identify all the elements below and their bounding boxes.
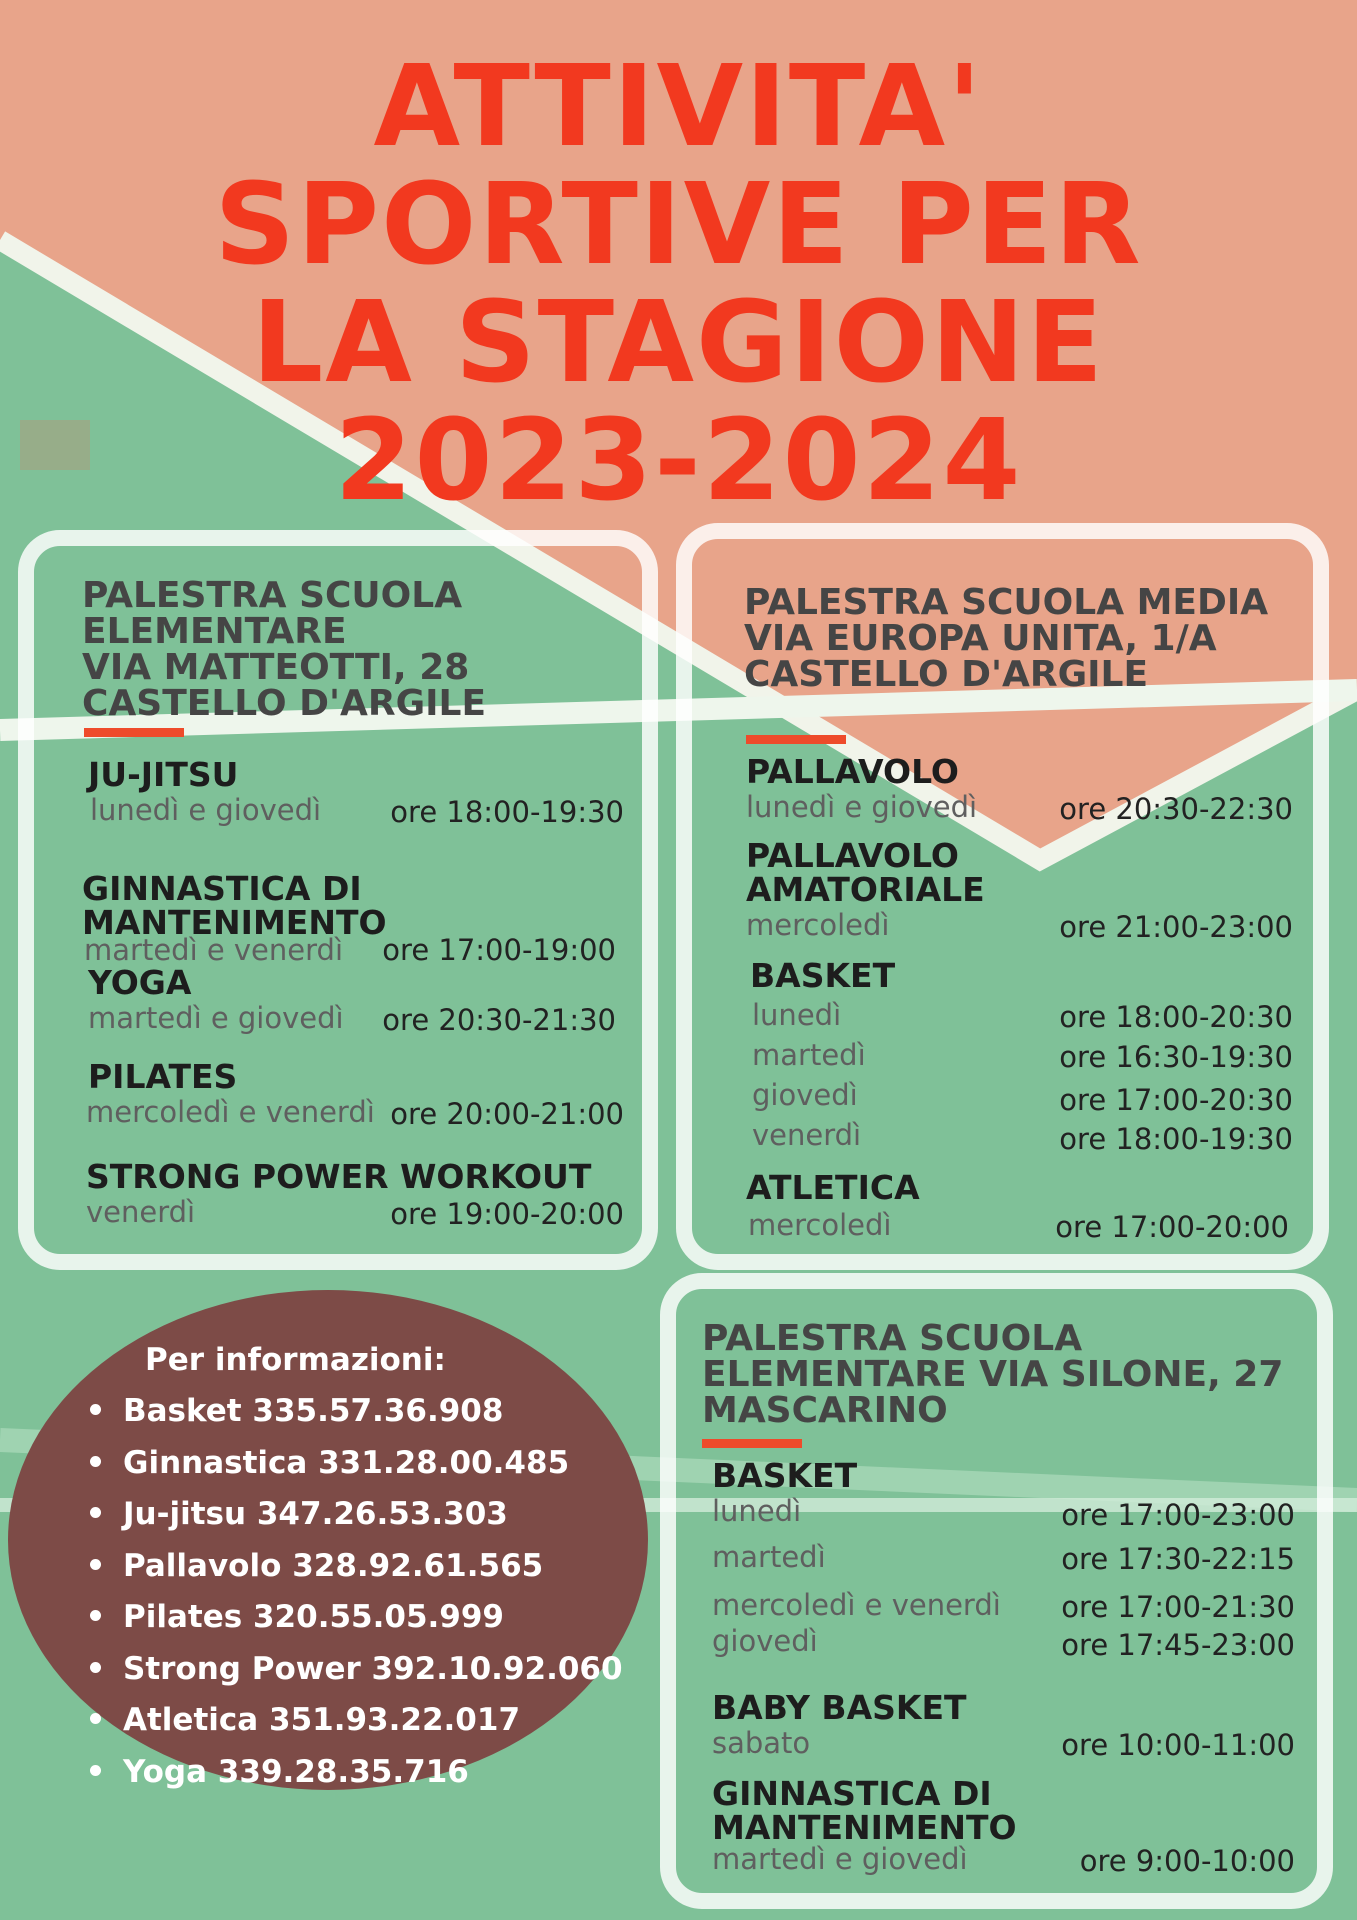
venue-name [744,582,1313,695]
activity-time: ore 17:00-19:00 [382,933,616,967]
contact-item [90,1541,623,1593]
activity-time: ore 18:00-19:30 [1059,1122,1293,1156]
activity-name: PALLAVOLO [746,752,959,791]
activity-time: ore 20:30-21:30 [382,1003,616,1037]
activity-name [746,836,985,909]
bullet-icon [90,1713,101,1724]
contact-text: Atletica 351.93.22.017 [123,1702,521,1738]
activity-days: mercoledì [746,908,890,942]
contact-item [90,1386,623,1438]
venue-name-line: VIA MATTEOTTI, 28 [82,647,470,688]
venue-card-europa-unita [676,523,1329,1270]
activity-time: ore 18:00-20:30 [1059,1000,1293,1034]
page-title [0,42,1357,526]
activity-days: lunedì [752,998,842,1032]
venue-name-line: PALESTRA SCUOLA [82,575,463,616]
activity-name-line: PALLAVOLO [746,836,959,875]
venue-name-line: ELEMENTARE VIA SILONE, 27 [702,1354,1284,1395]
contact-text: Pilates 320.55.05.999 [123,1599,505,1635]
activity-days: venerdì [86,1195,196,1229]
activity-time: ore 9:00-10:00 [1079,1844,1295,1878]
bullet-icon [90,1610,101,1621]
bullet-icon [90,1662,101,1673]
accent-bar [84,728,184,737]
activity-name-line: MANTENIMENTO [82,903,387,942]
contact-text: Basket 335.57.36.908 [123,1393,504,1429]
activity-days: giovedì [712,1624,818,1658]
activity-name: BABY BASKET [712,1688,967,1727]
bullet-icon [90,1507,101,1518]
activity-time: ore 20:30-22:30 [1059,792,1293,826]
activity-time: ore 21:00-23:00 [1059,910,1293,944]
activity-time: ore 17:00-23:00 [1061,1498,1295,1532]
bullet-icon [90,1456,101,1467]
title-line-1: ATTIVITA' [373,42,984,172]
title-line-4: 2023-2024 [334,396,1023,526]
activity-name: JU-JITSU [88,755,239,794]
contact-item [90,1489,623,1541]
activity-days: lunedì e giovedì [746,790,978,824]
bullet-icon [90,1559,101,1570]
activity-time: ore 17:00-21:30 [1061,1590,1295,1624]
activity-name: PILATES [88,1057,238,1096]
venue-name-line: VIA EUROPA UNITA, 1/A [744,618,1217,659]
contact-item [90,1438,623,1490]
contact-text: Pallavolo 328.92.61.565 [123,1547,544,1584]
activity-name: ATLETICA [746,1168,920,1207]
activity-days: martedì e giovedì [88,1001,344,1035]
venue-name-line: ELEMENTARE [82,611,347,652]
activity-name: STRONG POWER WORKOUT [86,1157,592,1196]
info-contacts-circle [8,1290,648,1790]
venue-name [82,575,642,724]
activity-name: BASKET [750,956,896,995]
activity-time: ore 18:00-19:30 [390,795,624,829]
contact-text: Yoga 339.28.35.716 [123,1753,469,1790]
contact-item [90,1592,623,1644]
activity-days: mercoledì e venerdì [86,1095,375,1129]
activity-name: BASKET [712,1456,858,1495]
venue-name-line: PALESTRA SCUOLA [702,1318,1083,1359]
activity-time: ore 17:30-22:15 [1061,1542,1295,1576]
activity-name-line: MANTENIMENTO [712,1808,1017,1847]
activity-days: martedì e venerdì [84,933,344,967]
venue-name-line: CASTELLO D'ARGILE [82,683,487,724]
contact-text: Ginnastica 331.28.00.485 [123,1444,570,1481]
activity-time: ore 17:00-20:00 [1055,1210,1289,1244]
activity-days: giovedì [752,1078,858,1112]
activity-time: ore 17:45-23:00 [1061,1628,1295,1662]
activity-days: mercoledì [748,1208,892,1242]
accent-bar [702,1439,802,1448]
venue-name-line: CASTELLO D'ARGILE [744,654,1149,695]
activity-name-line: GINNASTICA DI [712,1774,992,1813]
venue-card-matteotti [18,530,658,1270]
title-line-2: SPORTIVE PER [214,160,1143,290]
venue-card-silone [660,1273,1333,1909]
contact-text: Ju-jitsu 347.26.53.303 [123,1496,508,1532]
contact-item [90,1695,623,1747]
activity-name [712,1774,1017,1847]
contact-item [90,1747,623,1799]
activity-days: lunedì [712,1494,802,1528]
title-line-3: LA STAGIONE [251,278,1106,408]
venue-name-line: MASCARINO [702,1390,948,1431]
activity-time: ore 16:30-19:30 [1059,1040,1293,1074]
activity-time: ore 19:00-20:00 [390,1197,624,1231]
activity-time: ore 20:00-21:00 [390,1097,624,1131]
activity-days: venerdì [752,1118,862,1152]
activity-days: martedì [712,1540,826,1574]
bullet-icon [90,1765,101,1776]
activity-name: YOGA [88,963,192,1002]
activity-days: mercoledì e venerdì [712,1588,1001,1622]
accent-bar [746,735,846,744]
activity-days: sabato [712,1726,811,1760]
activity-name [82,869,387,942]
activity-name-line: AMATORIALE [746,870,985,909]
contact-list [90,1386,623,1798]
bullet-icon [90,1404,101,1415]
contact-item [90,1644,623,1696]
activity-time: ore 10:00-11:00 [1061,1728,1295,1762]
info-title: Per informazioni: [145,1342,446,1378]
activity-time: ore 17:00-20:30 [1059,1083,1293,1117]
venue-name-line: PALESTRA SCUOLA MEDIA [744,582,1269,623]
activity-days: lunedì e giovedì [90,793,322,827]
activity-days: martedì [752,1038,866,1072]
activity-name-line: GINNASTICA DI [82,869,362,908]
venue-name [702,1318,1317,1431]
activity-days: martedì e giovedì [712,1842,968,1876]
contact-text: Strong Power 392.10.92.060 [123,1650,623,1687]
